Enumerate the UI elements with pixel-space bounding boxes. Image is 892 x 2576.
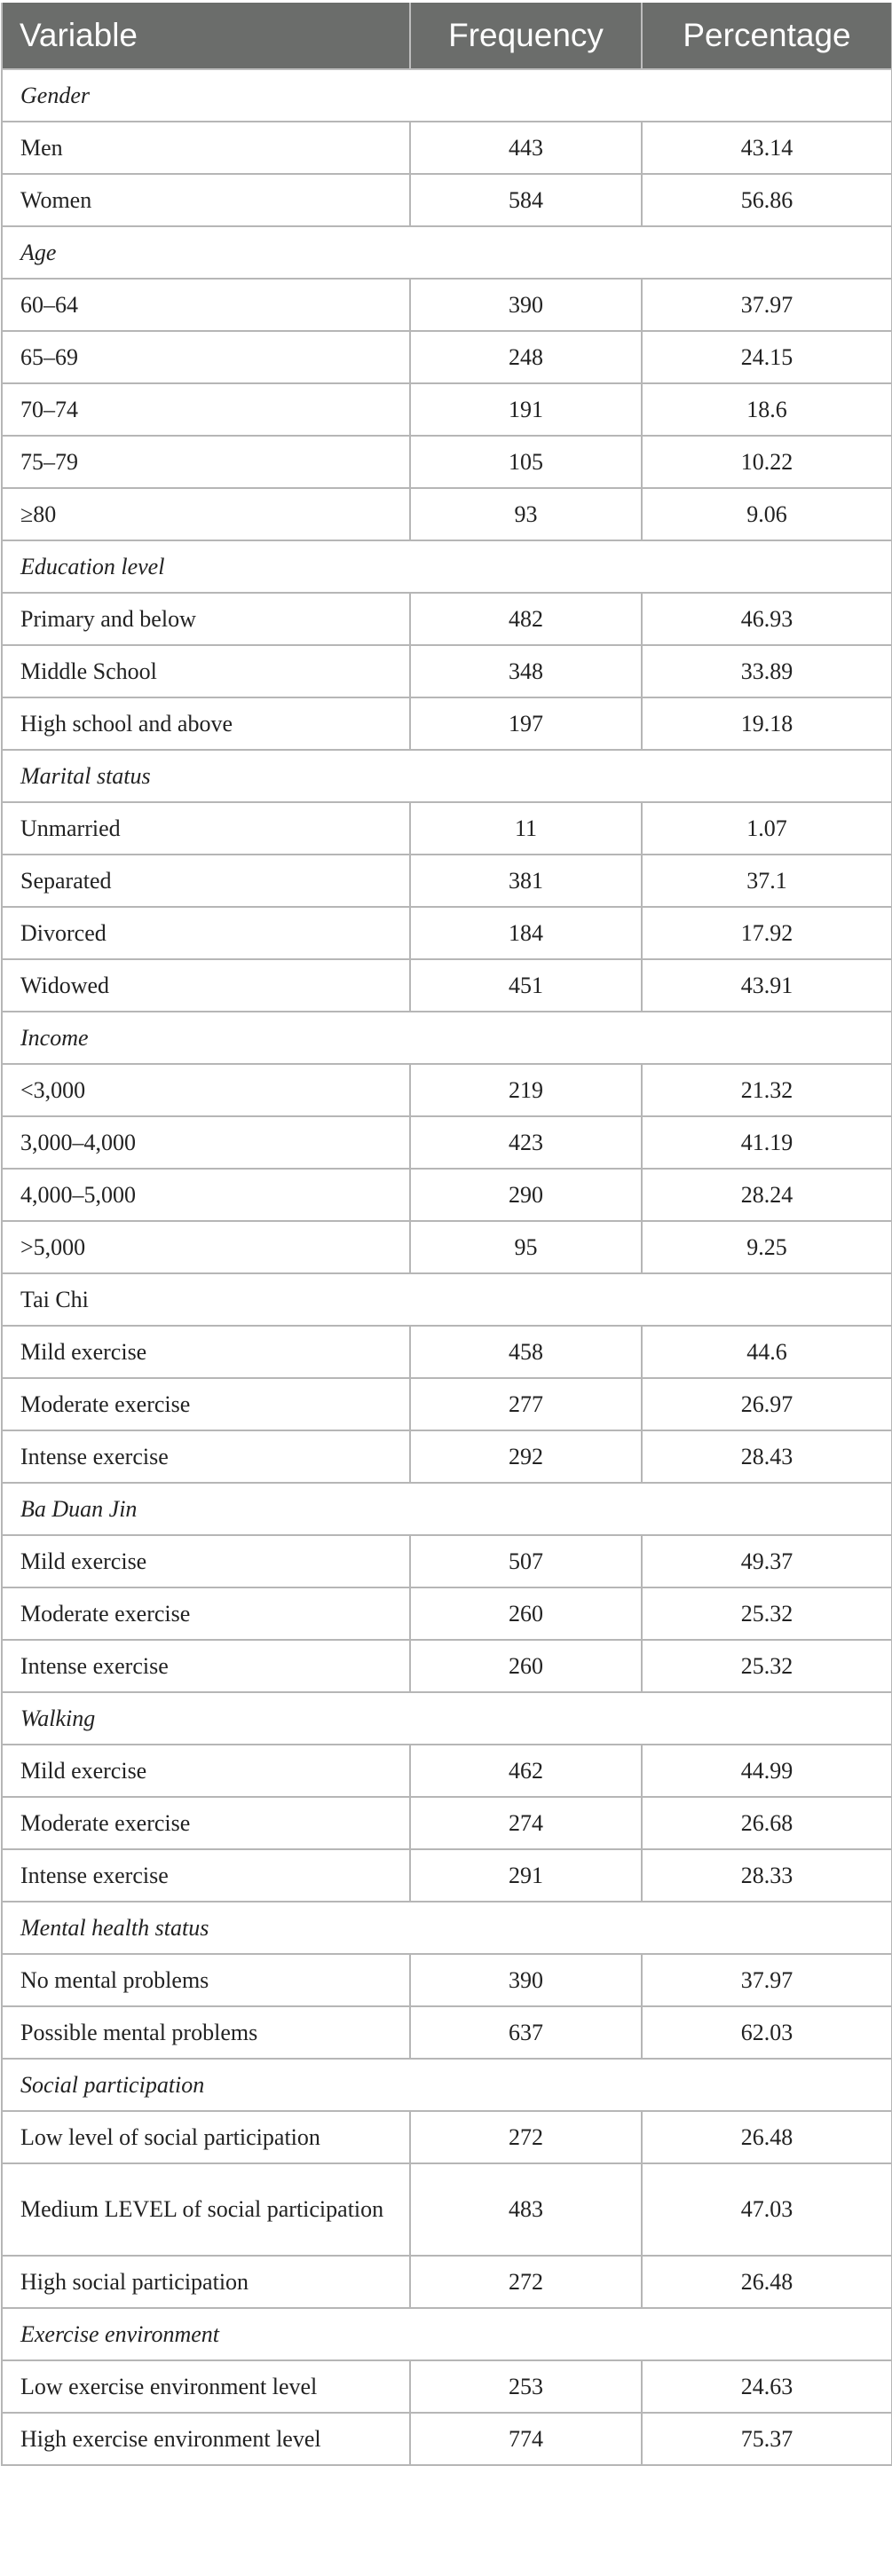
cell-percentage: 24.15 [642, 331, 892, 383]
cell-variable: Intense exercise [2, 1849, 410, 1902]
section-row [2, 1692, 892, 1745]
cell-variable: Divorced [2, 907, 410, 959]
cell-variable: Unmarried [2, 802, 410, 855]
table-row [2, 1640, 892, 1692]
cell-percentage: 49.37 [642, 1535, 892, 1587]
cell-frequency: 248 [410, 331, 642, 383]
table-row [2, 122, 892, 174]
cell-percentage: 56.86 [642, 174, 892, 226]
cell-percentage: 26.68 [642, 1797, 892, 1849]
cell-variable: Mild exercise [2, 1535, 410, 1587]
cell-percentage: 44.99 [642, 1745, 892, 1797]
cell-frequency: 93 [410, 488, 642, 540]
table-row [2, 174, 892, 226]
table-row [2, 2111, 892, 2163]
header-frequency: Frequency [410, 3, 642, 69]
cell-variable: ≥80 [2, 488, 410, 540]
cell-frequency: 584 [410, 174, 642, 226]
cell-percentage: 28.33 [642, 1849, 892, 1902]
cell-frequency: 260 [410, 1640, 642, 1692]
cell-percentage: 9.06 [642, 488, 892, 540]
table-row [2, 1587, 892, 1640]
cell-frequency: 274 [410, 1797, 642, 1849]
cell-frequency: 390 [410, 1954, 642, 2006]
cell-variable: Low level of social participation [2, 2111, 410, 2163]
table-row [2, 1378, 892, 1430]
section-row [2, 69, 892, 122]
cell-percentage: 62.03 [642, 2006, 892, 2059]
section-title: Marital status [2, 750, 892, 802]
cell-percentage: 9.25 [642, 1221, 892, 1273]
cell-frequency: 462 [410, 1745, 642, 1797]
cell-variable: Widowed [2, 959, 410, 1012]
cell-frequency: 507 [410, 1535, 642, 1587]
table-row [2, 1221, 892, 1273]
table-row [2, 1535, 892, 1587]
cell-frequency: 637 [410, 2006, 642, 2059]
cell-frequency: 390 [410, 279, 642, 331]
table-row [2, 697, 892, 750]
cell-variable: 65–69 [2, 331, 410, 383]
section-title: Gender [2, 69, 892, 122]
cell-frequency: 105 [410, 436, 642, 488]
section-row [2, 2059, 892, 2111]
table-row [2, 436, 892, 488]
section-row [2, 2308, 892, 2360]
cell-variable: No mental problems [2, 1954, 410, 2006]
cell-percentage: 19.18 [642, 697, 892, 750]
section-row [2, 1273, 892, 1326]
cell-variable: Mild exercise [2, 1745, 410, 1797]
table-row [2, 645, 892, 697]
cell-percentage: 41.19 [642, 1116, 892, 1169]
cell-percentage: 33.89 [642, 645, 892, 697]
table-row [2, 1797, 892, 1849]
table-body [2, 69, 892, 2465]
section-row [2, 1483, 892, 1535]
section-title: Income [2, 1012, 892, 1064]
cell-variable: Moderate exercise [2, 1587, 410, 1640]
table-row [2, 1745, 892, 1797]
cell-frequency: 292 [410, 1430, 642, 1483]
cell-percentage: 44.6 [642, 1326, 892, 1378]
table-row [2, 2256, 892, 2308]
section-title: Walking [2, 1692, 892, 1745]
cell-percentage: 21.32 [642, 1064, 892, 1116]
cell-percentage: 43.91 [642, 959, 892, 1012]
cell-percentage: 26.48 [642, 2111, 892, 2163]
table-header [2, 3, 892, 69]
cell-percentage: 37.1 [642, 855, 892, 907]
cell-variable: 4,000–5,000 [2, 1169, 410, 1221]
cell-variable: Low exercise environment level [2, 2360, 410, 2413]
table-row [2, 1116, 892, 1169]
cell-percentage: 1.07 [642, 802, 892, 855]
cell-frequency: 253 [410, 2360, 642, 2413]
cell-variable: Primary and below [2, 593, 410, 645]
header-percentage: Percentage [642, 3, 892, 69]
cell-percentage: 18.6 [642, 383, 892, 436]
cell-percentage: 24.63 [642, 2360, 892, 2413]
cell-percentage: 25.32 [642, 1587, 892, 1640]
header-row [2, 3, 892, 69]
cell-percentage: 46.93 [642, 593, 892, 645]
section-row [2, 540, 892, 593]
table-row [2, 1326, 892, 1378]
cell-frequency: 290 [410, 1169, 642, 1221]
section-title: Social participation [2, 2059, 892, 2111]
table-row [2, 2360, 892, 2413]
cell-frequency: 443 [410, 122, 642, 174]
cell-variable: Men [2, 122, 410, 174]
cell-frequency: 191 [410, 383, 642, 436]
table-row [2, 383, 892, 436]
cell-variable: Possible mental problems [2, 2006, 410, 2059]
table-row [2, 1849, 892, 1902]
cell-percentage: 37.97 [642, 1954, 892, 2006]
cell-variable: High school and above [2, 697, 410, 750]
table-row [2, 331, 892, 383]
table-row [2, 1430, 892, 1483]
table-row [2, 1169, 892, 1221]
cell-variable: Moderate exercise [2, 1378, 410, 1430]
cell-variable: Moderate exercise [2, 1797, 410, 1849]
cell-frequency: 197 [410, 697, 642, 750]
table-row [2, 802, 892, 855]
cell-variable: 3,000–4,000 [2, 1116, 410, 1169]
cell-percentage: 26.97 [642, 1378, 892, 1430]
table-row [2, 959, 892, 1012]
cell-percentage: 47.03 [642, 2163, 892, 2256]
cell-percentage: 25.32 [642, 1640, 892, 1692]
section-title: Age [2, 226, 892, 279]
section-title: Ba Duan Jin [2, 1483, 892, 1535]
cell-frequency: 260 [410, 1587, 642, 1640]
cell-variable: High exercise environment level [2, 2413, 410, 2465]
cell-variable: Separated [2, 855, 410, 907]
cell-variable: Intense exercise [2, 1640, 410, 1692]
table-row [2, 1954, 892, 2006]
cell-variable: Medium LEVEL of social participation [2, 2163, 410, 2256]
table-row [2, 279, 892, 331]
cell-variable: >5,000 [2, 1221, 410, 1273]
cell-variable: 75–79 [2, 436, 410, 488]
section-title: Mental health status [2, 1902, 892, 1954]
cell-variable: <3,000 [2, 1064, 410, 1116]
cell-frequency: 774 [410, 2413, 642, 2465]
cell-variable: 70–74 [2, 383, 410, 436]
cell-frequency: 291 [410, 1849, 642, 1902]
section-row [2, 750, 892, 802]
cell-frequency: 458 [410, 1326, 642, 1378]
table-row [2, 2006, 892, 2059]
cell-frequency: 451 [410, 959, 642, 1012]
cell-frequency: 348 [410, 645, 642, 697]
cell-variable: Middle School [2, 645, 410, 697]
cell-variable: 60–64 [2, 279, 410, 331]
cell-percentage: 17.92 [642, 907, 892, 959]
section-row [2, 1902, 892, 1954]
cell-variable: High social participation [2, 2256, 410, 2308]
table-row [2, 488, 892, 540]
cell-percentage: 37.97 [642, 279, 892, 331]
cell-variable: Women [2, 174, 410, 226]
cell-frequency: 184 [410, 907, 642, 959]
table-row [2, 2413, 892, 2465]
section-title: Education level [2, 540, 892, 593]
cell-percentage: 26.48 [642, 2256, 892, 2308]
cell-frequency: 277 [410, 1378, 642, 1430]
cell-variable: Mild exercise [2, 1326, 410, 1378]
cell-percentage: 75.37 [642, 2413, 892, 2465]
cell-percentage: 43.14 [642, 122, 892, 174]
table-row [2, 907, 892, 959]
section-title: Tai Chi [2, 1273, 892, 1326]
header-variable: Variable [2, 3, 410, 69]
cell-frequency: 381 [410, 855, 642, 907]
demographics-table [1, 3, 892, 2466]
cell-percentage: 28.24 [642, 1169, 892, 1221]
table-row [2, 1064, 892, 1116]
cell-frequency: 95 [410, 1221, 642, 1273]
table-row [2, 593, 892, 645]
cell-frequency: 423 [410, 1116, 642, 1169]
table-row [2, 2163, 892, 2256]
section-row [2, 1012, 892, 1064]
section-title: Exercise environment [2, 2308, 892, 2360]
cell-frequency: 272 [410, 2111, 642, 2163]
table-row [2, 855, 892, 907]
cell-variable: Intense exercise [2, 1430, 410, 1483]
cell-frequency: 483 [410, 2163, 642, 2256]
cell-frequency: 272 [410, 2256, 642, 2308]
cell-percentage: 28.43 [642, 1430, 892, 1483]
cell-frequency: 11 [410, 802, 642, 855]
section-row [2, 226, 892, 279]
cell-percentage: 10.22 [642, 436, 892, 488]
cell-frequency: 482 [410, 593, 642, 645]
cell-frequency: 219 [410, 1064, 642, 1116]
